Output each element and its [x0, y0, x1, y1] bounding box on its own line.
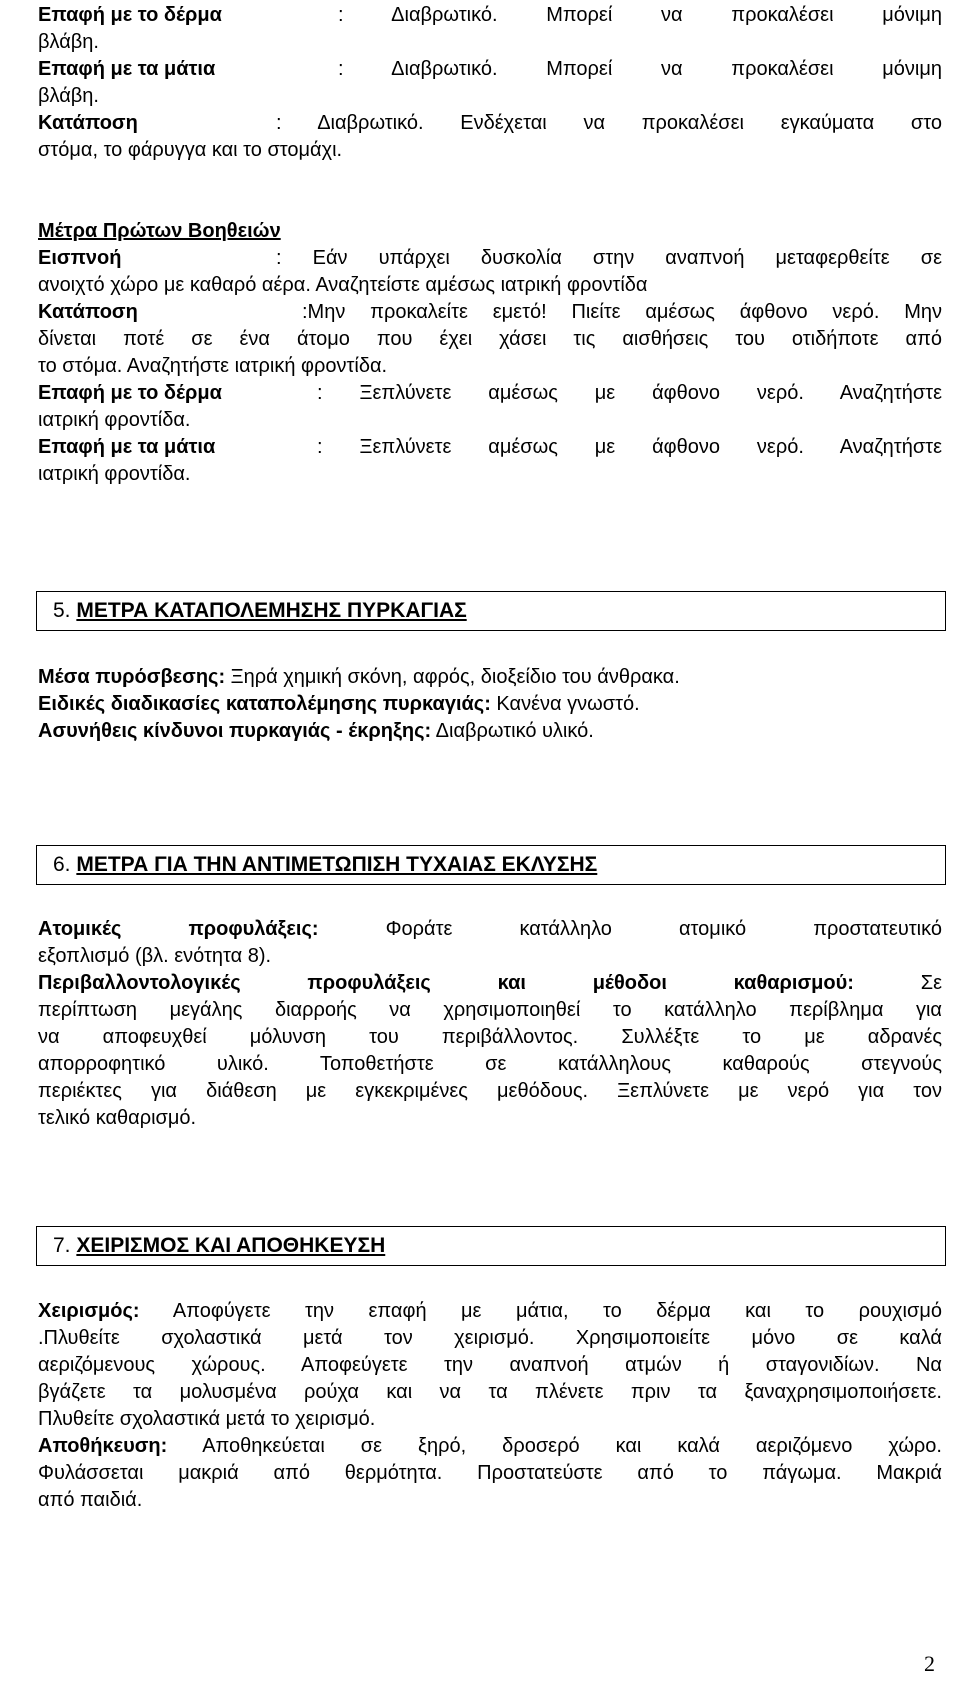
section-5-title: ΜΕΤΡΑ ΚΑΤΑΠΟΛΕΜΗΣΗΣ ΠΥΡΚΑΓΙΑΣ — [76, 599, 467, 622]
skin-effect-row — [38, 2, 942, 29]
ingestion-aid-row — [38, 299, 942, 326]
environmental-precautions-label: Περιβαλλοντολογικές προφυλάξεις και μέθοδοι καθαρισμού: — [38, 972, 854, 994]
section-7-title: ΧΕΙΡΙΣΜΟΣ ΚΑΙ ΑΠΟΘΗΚΕΥΣΗ — [76, 1234, 386, 1257]
eye-aid-text: : Ξεπλύνετε αμέσως με άφθονο νερό. Αναζητήστε — [317, 436, 942, 458]
section-5-header — [36, 591, 946, 631]
page-number: 2 — [924, 1651, 935, 1676]
section-7-body — [38, 1298, 942, 1514]
section-5-number: 5. — [53, 599, 71, 622]
inhalation-row — [38, 245, 942, 272]
inhalation-label: Εισπνοή — [38, 247, 122, 269]
skin-contact-text-cont: βλάβη. — [38, 31, 99, 53]
health-effects-block — [38, 2, 942, 164]
storage-line-3: από παιδιά. — [38, 1489, 143, 1511]
firefighting-procedures-text: Κανένα γνωστό. — [490, 693, 640, 715]
eye-contact-text-cont: βλάβη. — [38, 85, 99, 107]
personal-precautions-text: Φοράτε κατάλληλο ατομικό προστατευτικό — [385, 918, 943, 940]
handling-text: Αποφύγετε την επαφή με μάτια, το δέρμα και το ρουχισμό — [172, 1300, 942, 1322]
personal-precautions — [38, 916, 942, 943]
fire-hazards-label: Ασυνήθεις κίνδυνοι πυρκαγιάς - έκρηξης: — [38, 720, 432, 742]
section-5-body — [38, 664, 942, 745]
section-6-number: 6. — [53, 853, 71, 876]
ingestion-label: Κατάποση — [38, 112, 138, 134]
eye-effect-row — [38, 56, 942, 83]
eye-contact-text: : Διαβρωτικό. Μπορεί να προκαλέσει μόνιμη — [338, 58, 942, 80]
eye-aid-text-cont: ιατρική φροντίδα. — [38, 463, 191, 485]
section-6-header — [36, 845, 946, 885]
environmental-line-2: περίπτωση μεγάλης διαρροής να χρησιμοποιηθεί το κατάλληλο περίβλημα για — [38, 999, 942, 1021]
skin-aid-text: : Ξεπλύνετε αμέσως με άφθονο νερό. Αναζητήστε — [317, 382, 942, 404]
ingestion-effect-row — [38, 110, 942, 137]
eye-aid-row — [38, 434, 942, 461]
section-6-title: ΜΕΤΡΑ ΓΙΑ ΤΗΝ ΑΝΤΙΜΕΤΩΠΙΣΗ ΤΥΧΑΙΑΣ ΕΚΛΥΣΗΣ — [76, 853, 598, 876]
ingestion-aid-text: :Μην προκαλείτε εμετό! Πιείτε αμέσως άφθονο νερό. Μην — [302, 301, 942, 323]
extinguishing-media-text: Ξηρά χημική σκόνη, αφρός, διοξείδιο του άνθρακα. — [225, 666, 680, 688]
ingestion-aid-label: Κατάποση — [38, 301, 138, 323]
handling-label: Χειρισμός: — [38, 1300, 140, 1322]
firefighting-procedures-label: Ειδικές διαδικασίες καταπολέμησης πυρκαγιάς: — [38, 693, 491, 715]
skin-contact-label: Επαφή με το δέρμα — [38, 4, 222, 26]
ingestion-text: : Διαβρωτικό. Ενδέχεται να προκαλέσει εγκαύματα στο — [276, 112, 942, 134]
handling-line-5: Πλυθείτε σχολαστικά μετά το χειρισμό. — [38, 1408, 376, 1430]
environmental-line-5: περιέκτες για διάθεση με εγκεκριμένες μεθόδους. Ξεπλύνετε με νερό για τον — [38, 1080, 942, 1102]
environmental-line-3: να αποφευχθεί μόλυνση του περιβάλλοντος. Συλλέξτε το με αδρανές — [38, 1026, 942, 1048]
skin-aid-row — [38, 380, 942, 407]
ingestion-aid-text-cont: δίνεται ποτέ σε ένα άτομο που έχει χάσει τις αισθήσεις του οτιδήποτε από — [38, 328, 942, 350]
environmental-line-6: τελικό καθαρισμό. — [38, 1107, 197, 1129]
personal-precautions-cont: εξοπλισμό (βλ. ενότητα 8). — [38, 945, 272, 967]
inhalation-text: : Εάν υπάρχει δυσκολία στην αναπνοή μεταφερθείτε σε — [276, 247, 942, 269]
storage — [38, 1433, 942, 1460]
storage-label: Αποθήκευση: — [38, 1435, 168, 1457]
environmental-line-4: απορροφητικό υλικό. Τοποθετήστε σε κατάλληλους καθαρούς στεγνούς — [38, 1053, 942, 1075]
skin-contact-text: : Διαβρωτικό. Μπορεί να προκαλέσει μόνιμη — [338, 4, 942, 26]
handling — [38, 1298, 942, 1325]
handling-line-2: .Πλυθείτε σχολαστικά μετά τον χειρισμό. Χρησιμοποιείτε μόνο σε καλά — [38, 1327, 942, 1349]
skin-aid-text-cont: ιατρική φροντίδα. — [38, 409, 191, 431]
ingestion-aid-text-cont2: το στόμα. Αναζητήστε ιατρική φροντίδα. — [38, 355, 388, 377]
extinguishing-media — [38, 664, 942, 691]
inhalation-text-cont: ανοιχτό χώρο με καθαρό αέρα. Αναζητείστε αμέσως ιατρική φροντίδα — [38, 274, 648, 296]
skin-aid-label: Επαφή με το δέρμα — [38, 382, 222, 404]
environmental-precautions — [38, 970, 942, 997]
eye-aid-label: Επαφή με τα μάτια — [38, 436, 216, 458]
ingestion-text-cont: στόμα, το φάρυγγα και το στομάχι. — [38, 139, 343, 161]
firefighting-procedures — [38, 691, 942, 718]
personal-precautions-label: Ατομικές προφυλάξεις: — [38, 918, 319, 940]
storage-line-2: Φυλάσσεται μακριά από θερμότητα. Προστατεύστε από το πάγωμα. Μακριά — [38, 1462, 942, 1484]
first-aid-heading: Μέτρα Πρώτων Βοηθειών — [38, 220, 281, 242]
fire-hazards — [38, 718, 942, 745]
section-6-body — [38, 916, 942, 1132]
fire-hazards-text: Διαβρωτικό υλικό. — [431, 720, 594, 742]
section-7-header — [36, 1226, 946, 1266]
environmental-precautions-text: Σε — [920, 972, 942, 994]
handling-line-4: βγάζετε τα μολυσμένα ρούχα και να τα πλένετε πριν τα ξαναχρησιμοποιήσετε. — [38, 1381, 942, 1403]
eye-contact-label: Επαφή με τα μάτια — [38, 58, 216, 80]
storage-text: Αποθηκεύεται σε ξηρό, δροσερό και καλά αεριζόμενο χώρο. — [202, 1435, 942, 1457]
extinguishing-media-label: Μέσα πυρόσβεσης: — [38, 666, 226, 688]
section-7-number: 7. — [53, 1234, 71, 1257]
first-aid-block — [38, 218, 942, 488]
handling-line-3: αεριζόμενους χώρους. Αποφεύγετε την αναπνοή ατμών ή σταγονιδίων. Να — [38, 1354, 942, 1376]
